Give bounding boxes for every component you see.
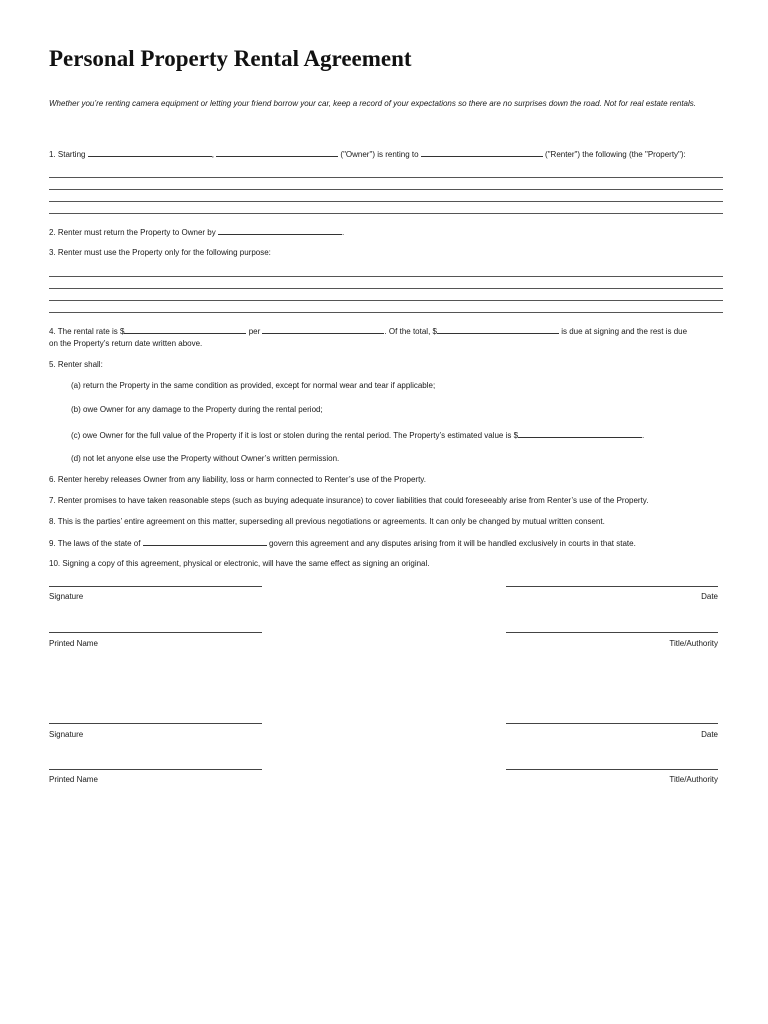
clause-9-govern-text: govern this agreement and any disputes arising from it will be handled exclusively in courts in that state. xyxy=(268,539,636,548)
property-line-4[interactable] xyxy=(49,213,723,214)
title-authority-label-1: Title/Authority xyxy=(669,639,718,648)
clause-5a: (a) return the Property in the same condition as provided, except for normal wear and tear if applicable; xyxy=(71,381,436,390)
clause-5c xyxy=(71,429,644,441)
clause-5c-text: (c) owe Owner for the full value of the Property if it is lost or stolen during the rental period. The Property’s estimated value is $ xyxy=(71,431,519,440)
return-date-blank[interactable] xyxy=(218,226,345,237)
rental-rate-blank[interactable] xyxy=(124,325,246,334)
clause-8: 8. This is the parties’ entire agreement on this matter, superseding all previous negotiations or agreements. It can only be changed by mutual written consent. xyxy=(49,517,605,526)
title-authority-label-2: Title/Authority xyxy=(669,775,718,784)
property-line-2[interactable] xyxy=(49,189,723,190)
clause-4-per: per xyxy=(248,327,261,336)
clause-4-continued: on the Property’s return date written above. xyxy=(49,339,203,348)
date-label-2: Date xyxy=(701,730,718,739)
clause-5d: (d) not let anyone else use the Property without Owner’s written permission. xyxy=(71,454,340,463)
clause-6: 6. Renter hereby releases Owner from any liability, loss or harm connected to Renter’s use of the Property. xyxy=(49,475,426,484)
property-line-1[interactable] xyxy=(49,177,723,178)
clause-1-renter-text: ("Renter") the following (the "Property"): xyxy=(545,150,686,159)
clause-1 xyxy=(49,148,686,160)
signature-line-2[interactable] xyxy=(49,723,262,724)
signature-label-2: Signature xyxy=(49,730,84,739)
clause-1-owner-text: ("Owner") is renting to xyxy=(340,150,419,159)
printed-name-label-2: Printed Name xyxy=(49,775,98,784)
clause-4 xyxy=(49,325,687,337)
printed-name-line-1[interactable] xyxy=(49,632,262,633)
clause-9 xyxy=(49,537,636,549)
signature-label-1: Signature xyxy=(49,592,84,601)
due-at-signing-blank[interactable] xyxy=(437,325,559,334)
date-line-1[interactable] xyxy=(506,586,718,587)
clause-5c-period: . xyxy=(642,431,645,440)
printed-name-label-1: Printed Name xyxy=(49,639,98,648)
renter-name-blank[interactable] xyxy=(421,148,543,157)
purpose-line-2[interactable] xyxy=(49,288,723,289)
property-line-3[interactable] xyxy=(49,201,723,202)
owner-name-blank[interactable] xyxy=(216,148,338,157)
clause-2-period: . xyxy=(341,228,345,237)
purpose-line-4[interactable] xyxy=(49,312,723,313)
rate-period-blank[interactable] xyxy=(262,325,384,334)
clause-4-due-text: is due at signing and the rest is due xyxy=(561,327,688,336)
document-title: Personal Property Rental Agreement xyxy=(49,46,412,71)
clause-4-total-text: . Of the total, $ xyxy=(384,327,437,336)
clause-2-text: 2. Renter must return the Property to Owner by xyxy=(49,228,216,237)
title-authority-line-2[interactable] xyxy=(506,769,718,770)
clause-1-comma: , xyxy=(211,150,214,159)
clause-1-text: 1. Starting xyxy=(49,150,86,159)
date-label-1: Date xyxy=(701,592,718,601)
intro-text: Whether you’re renting camera equipment or letting your friend borrow your car, keep a record of your expectations so there are no surprises down the road. Not for real estate rentals. xyxy=(49,99,696,108)
start-date-blank[interactable] xyxy=(88,148,212,157)
estimated-value-blank[interactable] xyxy=(518,429,645,440)
clause-4-text: 4. The rental rate is $ xyxy=(49,327,125,336)
clause-5b: (b) owe Owner for any damage to the Property during the rental period; xyxy=(71,405,323,414)
clause-2 xyxy=(49,226,344,238)
printed-name-line-2[interactable] xyxy=(49,769,262,770)
signature-line-1[interactable] xyxy=(49,586,262,587)
clause-7: 7. Renter promises to have taken reasonable steps (such as buying adequate insurance) to cover liabilities that could foreseeably arise from Renter’s use of the Property. xyxy=(49,496,649,505)
clause-3: 3. Renter must use the Property only for the following purpose: xyxy=(49,248,271,257)
state-blank[interactable] xyxy=(143,537,267,546)
title-authority-line-1[interactable] xyxy=(506,632,718,633)
clause-9-text: 9. The laws of the state of xyxy=(49,539,141,548)
date-line-2[interactable] xyxy=(506,723,718,724)
clause-5: 5. Renter shall: xyxy=(49,360,103,369)
clause-10: 10. Signing a copy of this agreement, physical or electronic, will have the same effect as signing an original. xyxy=(49,559,430,568)
purpose-line-1[interactable] xyxy=(49,276,723,277)
purpose-line-3[interactable] xyxy=(49,300,723,301)
